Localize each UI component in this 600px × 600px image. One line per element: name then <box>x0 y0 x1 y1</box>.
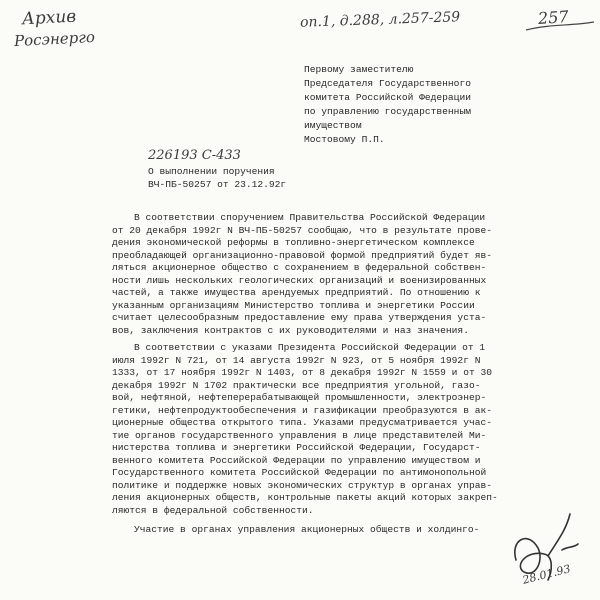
body-line: декабря 1992г N 1702 практически все предприятия угольной, газо- <box>112 379 481 391</box>
body-line: июля 1992г N 721, от 14 августа 1992г N 923, от 5 ноября 1992г N <box>112 354 481 366</box>
body-line: преобладающей организационно-правовой формой предприятий будет яв- <box>112 249 492 261</box>
subject-line: О выполнении поручения <box>148 166 275 177</box>
body-line: ляются в федеральной собственности. <box>112 504 314 516</box>
page-number-underline <box>520 18 600 38</box>
handwritten-signature-date: 28.01.93 <box>521 562 572 587</box>
body-line: вой, нефтяной, нефтеперерабатывающей промышленности, электроэнер- <box>112 392 487 403</box>
body-line: дения экономической реформы в топливно-энергетическом комплексе <box>112 237 475 248</box>
body-line: В соответствии споручением Правительства Российской Федерации <box>134 212 486 223</box>
handwritten-archive-line1: Архив <box>21 6 77 30</box>
addressee-line: имуществом <box>304 120 362 131</box>
body-line: гетики, нефтепродуктообеспечения и газификации преобразуются в ак- <box>112 404 492 416</box>
body-line: ности лишь нескольких геологических организаций и военизированных <box>112 274 487 286</box>
body-line: Государственного комитета Российской Федерации по антимонопольной <box>112 467 487 478</box>
body-line: от 20 декабря 1992г N ВЧ-ПБ-50257 сообщаю, что в результате прове- <box>112 224 492 236</box>
body-line: венного комитета Российской Федерации по управлению имуществом и <box>112 454 481 466</box>
body-line: вов, заключения контрактов с их руководителями и наз значения. <box>112 324 469 336</box>
body-line: тие органов государственного управления в лице представителей Ми- <box>112 429 487 441</box>
addressee-line: по управлению государственным <box>304 106 471 117</box>
body-line: ления акционерных обществ, контрольные пакеты акций которых закреп- <box>112 492 498 503</box>
body-line: ляться акционерное общество с сохранением в федеральной собствен- <box>112 262 487 273</box>
addressee-line: комитета Российской Федерации <box>304 92 471 103</box>
body-line: считает целесообразным предоставление ему права утверждения уста- <box>112 312 487 323</box>
body-line: политике и поддержке новых экономических структур в органах управ- <box>112 479 492 491</box>
body-line: нистерства топлива и энергетики Российской Федерации, Государст- <box>112 442 481 453</box>
body-line: ционерные общества открытого типа. Указами предусматривается учас- <box>112 417 492 428</box>
handwritten-page-number: 257 <box>537 6 570 29</box>
addressee-line: Мостовому П.П. <box>304 134 385 145</box>
body-line: 1333, от 17 ноября 1992г N 1403, от 8 декабря 1992г N 1559 и от 30 <box>112 367 492 378</box>
addressee-line: Первому заместителю <box>304 64 414 75</box>
body-line: Участие в органах управления акционерных обществ и холдинго- <box>134 524 480 535</box>
handwritten-archive-reference: on.1, д.288, л.257-259 <box>299 9 461 31</box>
body-line: указанным организациям Министерство топлива и энергетики России <box>112 299 475 311</box>
body-line: В соответствии с указами Президента Российской Федерации от 1 <box>134 342 486 353</box>
addressee-line: Председателя Государственного <box>304 78 471 89</box>
body-line: частей, а также имущества арендуемых предприятий. По отношению к <box>112 287 481 298</box>
handwritten-archive-line2: Росэнерго <box>13 27 96 51</box>
handwritten-registration-number: 226193 С-433 <box>148 148 241 163</box>
subject-line: ВЧ-ПБ-50257 от 23.12.92г <box>148 179 287 190</box>
